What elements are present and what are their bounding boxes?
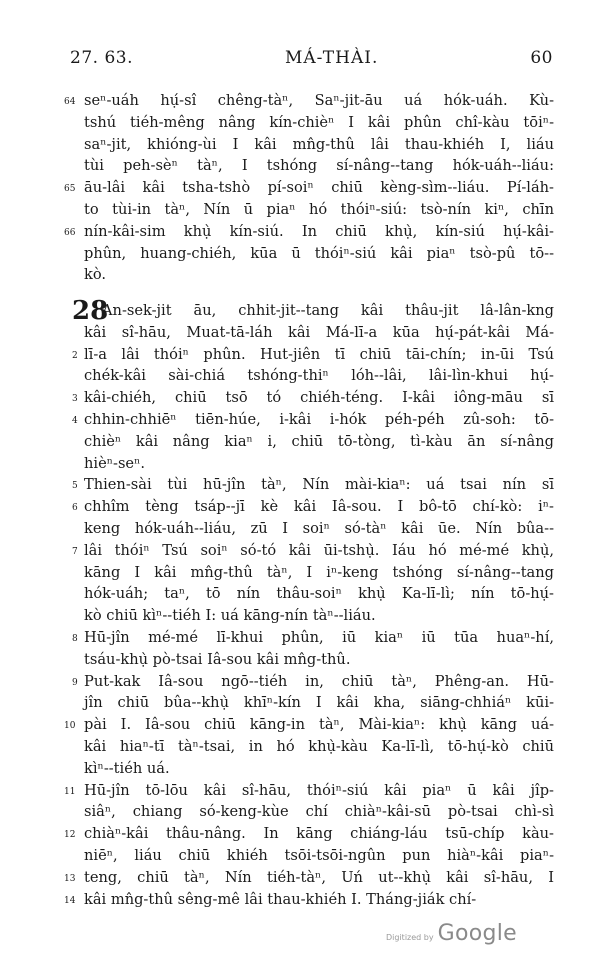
line-text: kâi mn̂g-thû sêng-mê lâi thau-khiéh I. Tháng-jiák chí- — [84, 890, 477, 908]
verse-number: 65 — [64, 184, 76, 195]
line-text: āu-lâi kâi tsha-tshò pí-soiⁿ chiū kèng-sìm--liáu. Pí-láh- — [84, 179, 554, 197]
line-text: niēⁿ, liáu chiū khiéh tsōi-tsōi-ngûn pun hiàⁿ-kâi piaⁿ- — [84, 846, 554, 864]
chapter-number: 28 — [72, 296, 109, 326]
line-text: chhîm tèng tsáp--jī kè kâi Iâ-sou. I bô-tō chí-kò: iⁿ- — [84, 498, 554, 516]
line-text: hièⁿ-seⁿ. — [84, 454, 146, 472]
verse-number: 5 — [72, 481, 78, 492]
line-text: kò. — [84, 266, 107, 284]
text-line — [84, 692, 554, 714]
line-text: hók-uáh; taⁿ, tō nín thâu-soiⁿ khụ̀ Ka-lī-lì; nín tō-hụ́- — [84, 585, 554, 603]
line-text: nín-kâi-sim khụ̀ kín-siú. In chiū khụ̀, kín-siú hụ́-kâi- — [84, 222, 554, 240]
text-line — [72, 409, 554, 431]
verse-number: 12 — [64, 830, 76, 841]
line-text: lâi thóiⁿ Tsú soiⁿ só-tó kâi ūi-tshụ̀. Iáu hó mé-mé khụ̀, — [84, 541, 554, 559]
text-line — [64, 177, 554, 199]
text-line — [64, 221, 554, 243]
verse-number: 9 — [72, 677, 78, 688]
text-line — [84, 605, 554, 627]
watermark-prefix: Digitized by — [386, 933, 434, 942]
line-text: kâi hiaⁿ-tī tàⁿ-tsai, in hó khụ̀-kàu Ka-lī-lì, tō-hụ́-kò chiū — [84, 737, 554, 755]
line-text: Hū-jîn mé-mé lī-khui phûn, iū kiaⁿ iū tūa huaⁿ-hí, — [84, 628, 554, 646]
line-text: keng hók-uáh--liáu, zū I soiⁿ só-tàⁿ kâi ūe. Nín bûa-- — [84, 519, 554, 537]
text-line — [84, 300, 554, 322]
text-line — [84, 583, 554, 605]
line-text: Thien-sài tùi hū-jîn tàⁿ, Nín mài-kiaⁿ: uá tsai nín sī — [84, 476, 554, 494]
text-line — [84, 518, 554, 540]
text-line — [84, 264, 554, 286]
text-line — [84, 199, 554, 221]
text-line — [64, 889, 554, 911]
line-text: saⁿ-jit, khióng-ùi I kâi mn̂g-thû lâi thau-khiéh I, liáu — [84, 135, 554, 153]
text-line — [64, 823, 554, 845]
verse-number: 10 — [64, 721, 76, 732]
text-line — [84, 649, 554, 671]
line-text: seⁿ-uáh hụ́-sî chêng-tàⁿ, Saⁿ-jit-āu uá hók-uáh. Kù- — [84, 92, 554, 109]
line-text: kìⁿ--tiéh uá. — [84, 759, 170, 777]
verse-number: 8 — [72, 633, 78, 644]
verse-number: 4 — [72, 415, 78, 426]
running-header — [70, 48, 553, 72]
line-text: tùi peh-sèⁿ tàⁿ, I tshóng sí-nâng--tang hók-uáh--liáu: — [84, 157, 554, 175]
verse-number: 3 — [72, 394, 78, 405]
line-text: kâi-chiéh, chiū tsō tó chiéh-téng. I-kâi iông-māu sī — [84, 389, 554, 407]
line-text: kò chiū kìⁿ--tiéh I: uá kāng-nín tàⁿ--liáu. — [84, 607, 376, 625]
text-line — [84, 758, 554, 780]
page-number: 60 — [530, 48, 553, 68]
verse-number: 66 — [64, 227, 76, 238]
line-text: jîn chiū bûa--khụ̀ khīⁿ-kín I kâi kha, siāng-chhiáⁿ kūi- — [84, 694, 554, 712]
line-text: kāng I kâi mn̂g-thû tàⁿ, I iⁿ-keng tshóng sí-nâng--tang — [84, 563, 554, 581]
line-text: An-sek-jit āu, chhit-jit--tang kâi thâu-jit lâ-lân-kng — [102, 302, 554, 319]
chapter-verse-ref: 27. 63. — [70, 48, 133, 68]
line-text: pài I. Iâ-sou chiū kāng-in tàⁿ, Mài-kiaⁿ: khụ̀ kāng uá- — [84, 716, 554, 734]
text-line — [64, 780, 554, 802]
line-text: chhin-chhiēⁿ tiēn-húe, i-kâi i-hók péh-péh zû-soh: tō- — [84, 410, 554, 428]
text-line — [72, 344, 554, 366]
line-text: phûn, huang-chiéh, kūa ū thóiⁿ-siú kâi piaⁿ tsò-pû tō-- — [84, 244, 554, 262]
line-text: Put-kak Iâ-sou ngō--tiéh in, chiū tàⁿ, Phêng-an. Hū- — [84, 672, 554, 690]
text-line — [84, 736, 554, 758]
line-text: tshú tiéh-mêng nâng kín-chièⁿ I kâi phûn chî-kàu tōiⁿ- — [84, 113, 554, 131]
line-text: lī-a lâi thóiⁿ phûn. Hut-jiên tī chiū tāi-chín; in-ūi Tsú — [84, 345, 554, 363]
text-line — [84, 134, 554, 156]
line-text: kâi sî-hāu, Muat-tā-láh kâi Má-lī-a kūa hụ́-pát-kâi Má- — [84, 323, 554, 341]
verse-number: 64 — [64, 97, 76, 107]
text-line — [84, 562, 554, 584]
chapter-27-text — [64, 90, 554, 286]
book-title: MÁ-THÀI. — [284, 48, 379, 68]
text-line — [64, 714, 554, 736]
line-text: chiàⁿ-kâi thâu-nâng. In kāng chiáng-láu tsū-chíp kàu- — [84, 825, 554, 843]
text-line — [64, 90, 554, 112]
text-line — [84, 243, 554, 265]
verse-number: 2 — [72, 350, 78, 361]
line-text: tsáu-khụ̀ pò-tsai Iâ-sou kâi mn̂g-thû. — [84, 650, 351, 668]
text-line — [72, 671, 554, 693]
text-line — [64, 867, 554, 889]
line-text: chék-kâi sài-chiá tshóng-thiⁿ lóh--lâi, lâi-lìn-khui hụ́- — [84, 367, 554, 385]
digitized-watermark — [386, 921, 517, 946]
text-line — [84, 453, 554, 475]
line-text: to tùi-in tàⁿ, Nín ū piaⁿ hó thóiⁿ-siú: tsò-nín kiⁿ, chīn — [84, 200, 554, 218]
chapter-28-text — [64, 296, 554, 910]
verse-number: 14 — [64, 895, 76, 906]
text-line — [84, 801, 554, 823]
google-logo: Google — [437, 921, 517, 946]
verse-number: 13 — [64, 873, 76, 884]
text-line — [84, 155, 554, 177]
text-line — [72, 540, 554, 562]
verse-number: 11 — [64, 786, 76, 797]
line-text: Hū-jîn tō-lōu kâi sî-hāu, thóiⁿ-siú kâi piaⁿ ū kâi jîp- — [84, 781, 554, 799]
text-line — [84, 431, 554, 453]
line-text: siâⁿ, chiang só-keng-kùe chí chiàⁿ-kâi-sū pò-tsai chì-sì — [84, 803, 554, 821]
text-line — [72, 627, 554, 649]
text-line — [84, 322, 554, 344]
verse-number: 6 — [72, 503, 78, 514]
text-line — [72, 387, 554, 409]
line-text: chièⁿ kâi nâng kiaⁿ i, chiū tō-tòng, tì-kàu ān sí-nâng — [84, 432, 554, 450]
text-line — [72, 474, 554, 496]
text-line — [84, 112, 554, 134]
verse-number: 7 — [72, 546, 78, 557]
text-line — [72, 496, 554, 518]
line-text: teng, chiū tàⁿ, Nín tiéh-tàⁿ, Uń ut--khụ̀ kâi sî-hāu, I — [84, 868, 554, 886]
text-line — [84, 845, 554, 867]
text-line — [84, 365, 554, 387]
